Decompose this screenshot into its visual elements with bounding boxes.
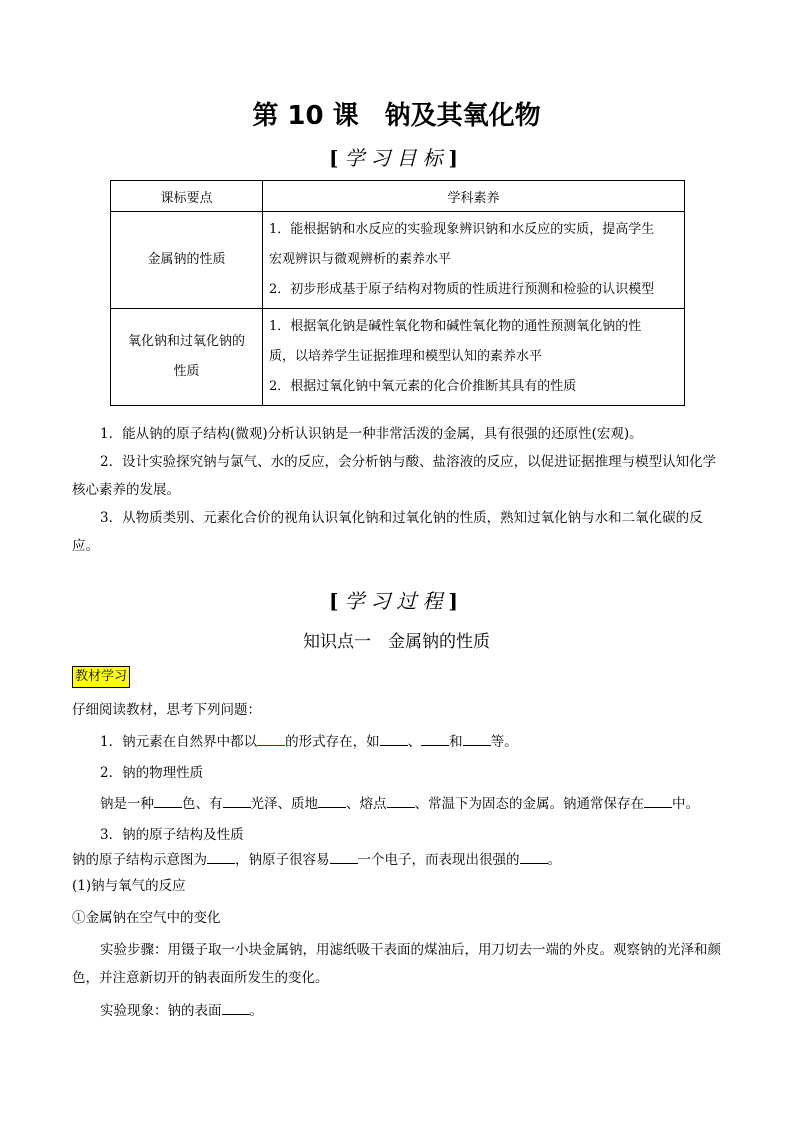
experiment-steps: 实验步骤：用镊子取一小块金属钠，用滤纸吸干表面的煤油后，用刀切去一端的外皮。观察钠的光泽和颜色，并注意新切开的钠表面所发生的变化。 (72, 942, 721, 986)
fill-blank[interactable] (463, 731, 491, 746)
fill-blank[interactable] (207, 849, 235, 864)
fill-blank[interactable] (380, 731, 408, 746)
cell-line: 氧化钠和过氧化钠的 (127, 334, 245, 349)
fill-blank[interactable] (222, 1000, 250, 1015)
fill-blank[interactable] (644, 793, 672, 808)
bracket-close: ] (448, 589, 464, 613)
table-cell (263, 309, 685, 406)
cell-line: 1．能根据钠和水反应的实验现象辨识钠和水反应的实质，提高学生 (269, 222, 655, 237)
goals-table (110, 180, 685, 406)
fill-blank[interactable] (223, 793, 251, 808)
cell-line: 2．根据过氧化钠中氧元素的化合价推断其具有的性质 (269, 379, 577, 394)
cell-line: 性质 (173, 364, 200, 379)
subsection-item: ①金属钠在空气中的变化 (72, 910, 221, 926)
question-3: 钠的原子结构示意图为 ，钠原子很容易 一个电子，而表现出很强的 。 (72, 848, 561, 872)
question-1: 1．钠元素在自然界中都以 的形式存在，如 、 和 等。 (100, 730, 518, 754)
fill-blank[interactable] (330, 849, 358, 864)
subsection-title: (1)钠与氧气的反应 (72, 878, 186, 894)
table-header: 学科素养 (263, 181, 685, 212)
goal-paragraph: 3．从物质类别、元素化合价的视角认识氧化钠和过氧化钠的性质，熟知过氧化钠与水和二氧化碳的反应。 (72, 510, 703, 554)
learning-goals-heading (0, 144, 793, 172)
page-title: 第 10 课 钠及其氧化物 (252, 101, 541, 131)
cell-line: 1．根据氧化钠是碱性氧化物和碱性氧化物的通性预测氧化钠的性 (269, 319, 642, 334)
table-row (111, 309, 685, 406)
table-cell (111, 309, 263, 406)
knowledge-point-title: 知识点一 金属钠的性质 (303, 632, 490, 652)
textbook-study-badge: 教材学习 (72, 666, 130, 688)
table-header: 课标要点 (111, 181, 263, 212)
fill-blank[interactable] (520, 849, 548, 864)
fill-blank[interactable] (257, 731, 285, 746)
cell-line: 宏观辨识与微观辨析的素养水平 (269, 252, 452, 267)
experiment-phenomenon: 实验现象：钠的表面 。 (100, 999, 263, 1023)
table-cell: 金属钠的性质 (111, 212, 263, 309)
fill-blank[interactable] (387, 793, 415, 808)
cell-line: 质，以培养学生证据推理和模型认知的素养水平 (269, 349, 543, 364)
section-heading-text: 学习过程 (344, 589, 449, 613)
fill-blank[interactable] (318, 793, 346, 808)
bracket-open: [ (329, 589, 345, 613)
bracket-open: [ (329, 146, 345, 170)
section-heading-text: 学习目标 (344, 146, 449, 170)
learning-process-heading (0, 587, 793, 615)
cell-line: 2．初步形成基于原子结构对物质的性质进行预测和检验的认识模型 (269, 282, 655, 297)
table-cell (263, 212, 685, 309)
intro-text: 仔细阅读教材，思考下列问题： (72, 702, 261, 718)
question-2-title: 2．钠的物理性质 (100, 765, 204, 781)
question-3-title: 3．钠的原子结构及性质 (100, 827, 244, 843)
goal-paragraph: 1．能从钠的原子结构(微观)分析认识钠是一种非常活泼的金属，具有很强的还原性(宏观)。 (100, 426, 643, 442)
question-2: 钠是一种 色、有 光泽、质地 、熔点 、常温下为固态的金属。钠通常保存在 中。 (100, 792, 699, 816)
goal-paragraph: 2．设计实验探究钠与氯气、水的反应，会分析钠与酸、盐溶液的反应，以促进证据推理与模型认知化学核心素养的发展。 (72, 454, 717, 498)
fill-blank[interactable] (154, 793, 182, 808)
table-row (111, 212, 685, 309)
fill-blank[interactable] (421, 731, 449, 746)
bracket-close: ] (448, 146, 464, 170)
